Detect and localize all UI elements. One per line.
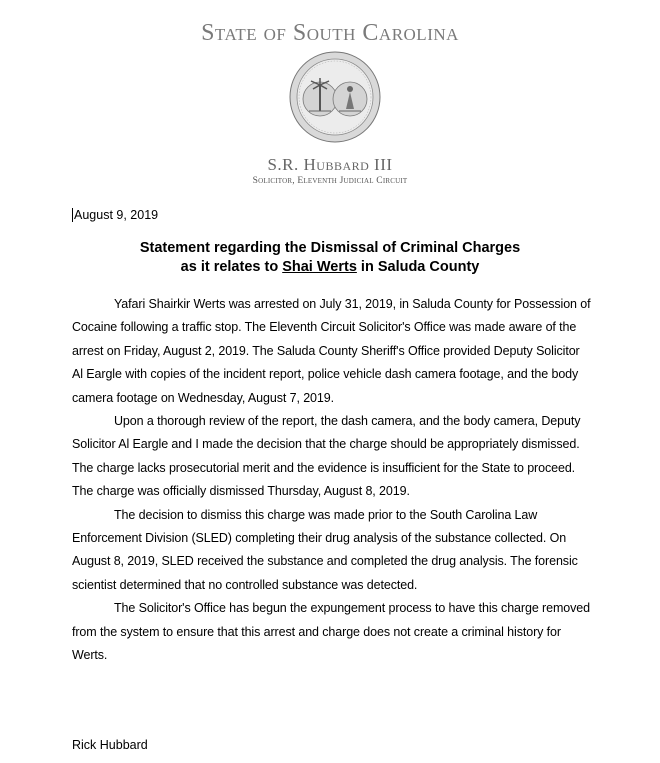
letterhead-title: State of South Carolina <box>201 20 459 46</box>
paragraph: Upon a thorough review of the report, the dash camera, and the body camera, Deputy Solicitor Al Eargle and I made the decision that the charge should be appropriately dismissed. The charge lacks prosecutorial merit and the evidence is insufficient for the State to proceed. The charge was officially dismissed Thursday, August 8, 2019. <box>72 414 581 499</box>
paragraph: The Solicitor's Office has begun the expungement process to have this charge removed from the system to ensure that this arrest and charge does not create a criminal history for Werts. <box>72 601 590 663</box>
statement-heading <box>0 239 660 277</box>
heading-pre: as it relates to <box>180 259 283 275</box>
paragraph: Yafari Shairkir Werts was arrested on July 31, 2019, in Saluda County for Possession of Cocaine following a traffic stop. The Eleventh Circuit Solicitor's Office was made aware of the arrest on Friday, August 2, 2019. The Saluda County Sheriff's Office provided Deputy Solicitor Al Eargle with copies of the incident report, police vehicle dash camera footage, and the body camera footage on Wednesday, August 7, 2019. <box>72 297 591 405</box>
state-seal-icon <box>289 51 381 143</box>
heading-post: in Saluda County <box>356 259 480 275</box>
heading-line-2 <box>0 258 660 277</box>
signer-name: S.R. Hubbard III <box>267 155 393 174</box>
signer-office: Solicitor, Eleventh Judicial Circuit <box>252 176 408 186</box>
heading-line-1: Statement regarding the Dismissal of Criminal Charges <box>139 240 521 256</box>
paragraph: The decision to dismiss this charge was made prior to the South Carolina Law Enforcement Division (SLED) completing their drug analysis of the substance collected. On August 8, 2019, SLED received the substance and completed the drug analysis. The forensic scientist determined that no controlled substance was detected. <box>72 507 578 592</box>
statement-body <box>72 293 592 668</box>
signature: Rick Hubbard <box>72 738 148 752</box>
heading-subject-name: Shai Werts <box>282 259 357 275</box>
letter-date: August 9, 2019 <box>74 208 159 222</box>
